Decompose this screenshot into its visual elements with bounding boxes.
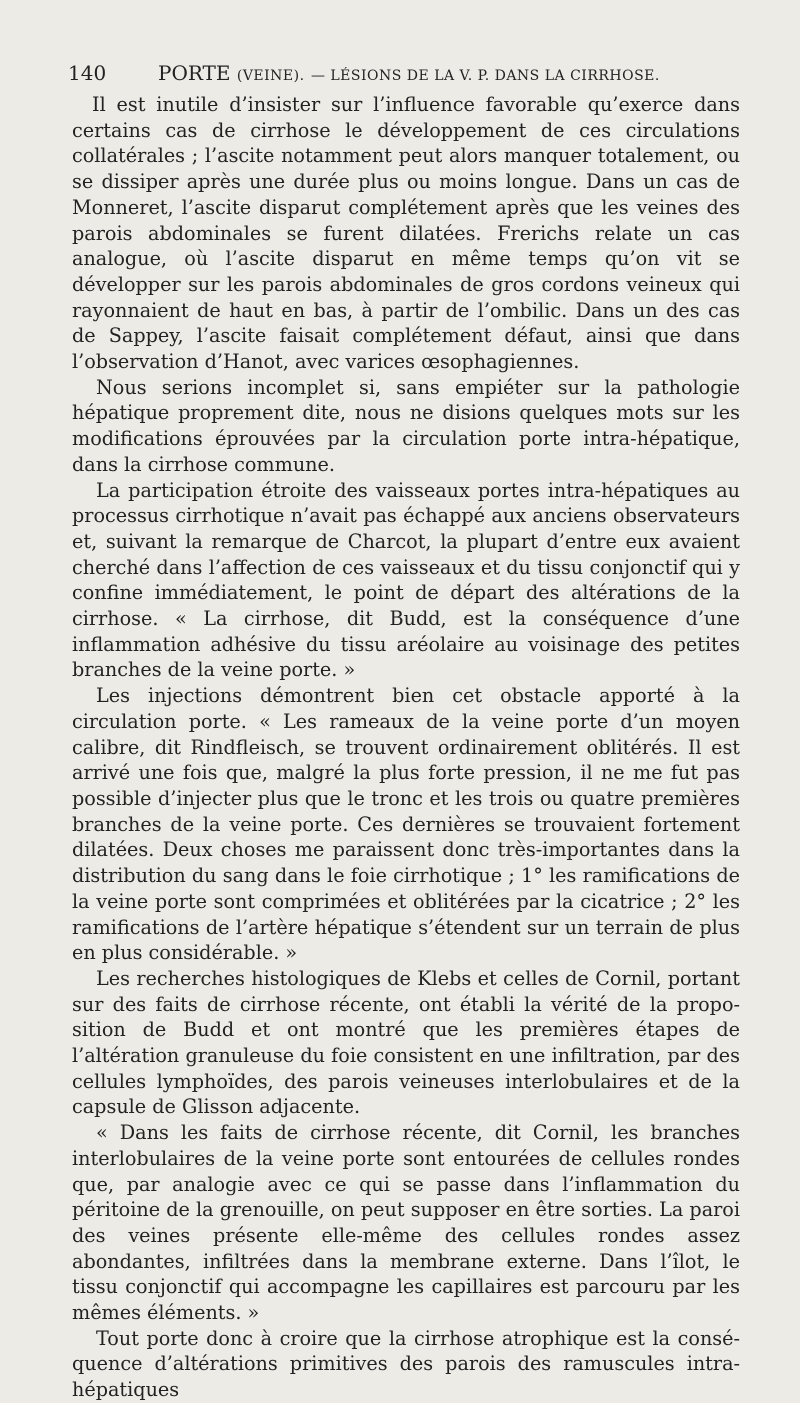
header-section: — LÉSIONS DE LA V. P. DANS LA CIRRHOSE. [310, 68, 660, 84]
paragraph: La participation étroite des vaisseaux portes intra-hépatiques au processus cirrhotique n’avait pas échappé aux anciens observateurs et, suivant la remarque de Charcot, la plupart d’entre eux avaient cherché dans l’affection de ces vaisseaux et du tissu conjonctif qui y confine immédiatement, le point de départ des altérations de la cirrhose. « La cirrhose, dit Budd, est la conséquence d’une inflammation adhésive du tissu aréolaire au voisinage des petites branches de la veine porte. » [72, 478, 740, 682]
header-title-main: PORTE [158, 61, 231, 85]
paragraph: Il est inutile d’insister sur l’influence favorable qu’exerce dans certains cas de cirrhose le développement de ces circulations collatérales ; l’ascite notamment peut alors manquer totalement, ou se dissiper après une durée plus ou moins longue. Dans un cas de Monneret, l’ascite disparut complétement après que les veines des parois abdominales se furent dilatées. Frerichs relate un cas analogue, où l’ascite disparut en même temps qu’on vit se développer sur les parois abdominales de gros cordons veineux qui rayonnaient de haut en bas, à partir de l’ombilic. Dans un des cas de Sappey, l’ascite faisait complétement défaut, ainsi que dans l’observation d’Hanot, avec varices œsophagiennes. [72, 93, 740, 374]
running-header [68, 58, 740, 88]
paragraph: Les injections démontrent bien cet obstacle apporté à la circulation porte. « Les rameaux de la veine porte d’un moyen calibre, dit Rindfleisch, se trouvent ordinairement oblitérés. Il est arrivé une fois que, malgré la plus forte pression, il ne me fut pas possible d’injecter plus que le tronc et les trois ou quatre premières branches de la veine porte. Ces dernières se trouvaient fortement dilatées. Deux choses me paraissent donc très-importantes dans la distribution du sang dans le foie cirrhotique ; 1° les ramifications de la veine porte sont comprimées et oblitérées par la cicatrice ; 2° les ramifications de l’artère hépatique s’étendent sur un terrain de plus en plus considérable. » [72, 684, 740, 965]
body-text [72, 92, 740, 1403]
paragraph: Tout porte donc à croire que la cirrhose atrophique est la conséquence d’altérations primitives des parois des ramuscules intra-hépatiques [72, 1326, 740, 1402]
paragraph: Les recherches histologiques de Klebs et celles de Cornil, portant sur des faits de cirrhose récente, ont établi la vérité de la proposition de Budd et ont montré que les premières étapes de l’altération granuleuse du foie consistent en une infiltration, par des cellules lymphoïdes, des parois veineuses interlobulaires et de la capsule de Glisson adjacente. [72, 966, 740, 1119]
paragraph: « Dans les faits de cirrhose récente, dit Cornil, les branches interlobulaires de la veine porte sont entourées de cellules rondes que, par analogie avec ce qui se passe dans l’inflammation du péritoine de la grenouille, on peut supposer en être sorties. La paroi des veines présente elle-même des cellules rondes assez abondantes, infiltrées dans la membrane externe. Dans l’îlot, le tissu conjonctif qui accompagne les capillaires est parcouru par les mêmes éléments. » [72, 1121, 740, 1325]
running-title [158, 58, 660, 91]
paragraph: Nous serions incomplet si, sans empiéter sur la pathologie hépatique proprement dite, nous ne disions quelques mots sur les modifications éprouvées par la circulation porte intra-hépatique, dans la cirrhose commune. [72, 375, 740, 476]
header-title-sub: (VEINE). [236, 68, 305, 84]
page-number: 140 [68, 61, 107, 85]
